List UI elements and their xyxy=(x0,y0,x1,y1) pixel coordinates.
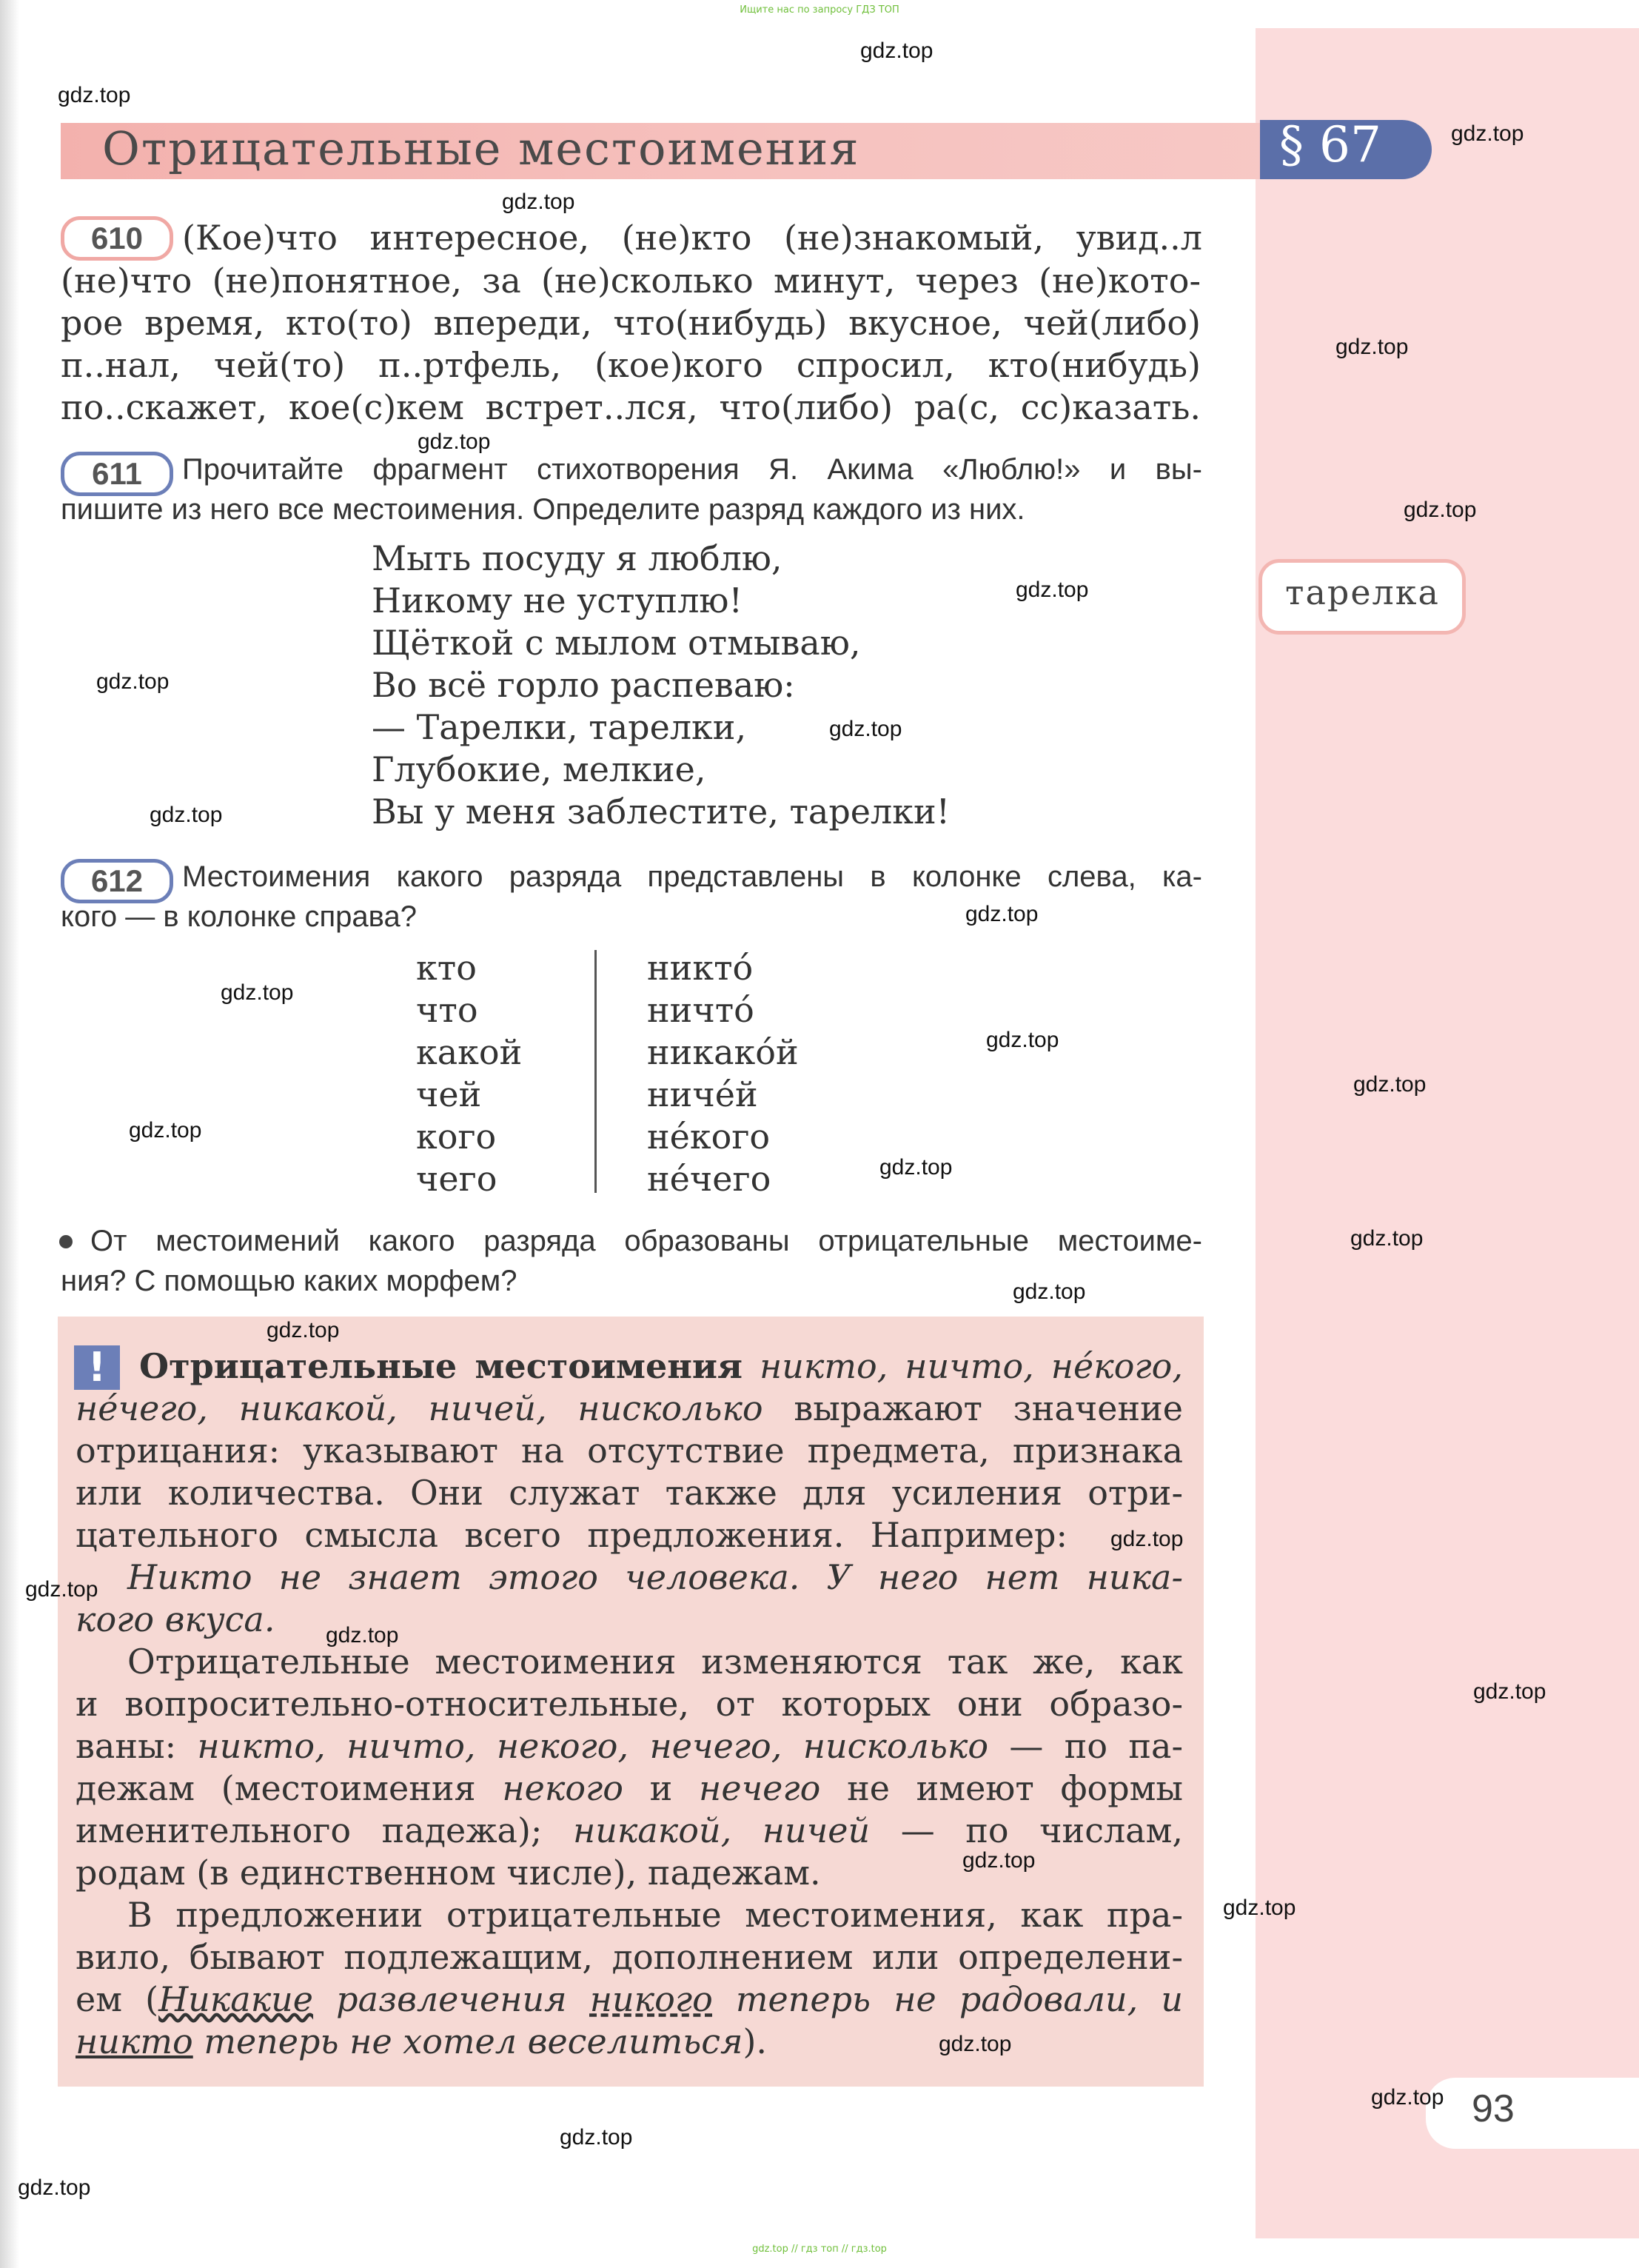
left-column-word-2: что xyxy=(416,990,478,1030)
watermark: gdz.top xyxy=(1110,1527,1184,1551)
left-column-word-1: кто xyxy=(416,948,477,988)
column-divider xyxy=(594,950,597,1193)
exercise-611-number: 611 xyxy=(61,452,173,496)
left-column-word-4: чей xyxy=(416,1074,482,1114)
watermark: gdz.top xyxy=(150,803,223,827)
rule-line-5: цательного смысла всего предложения. Например: xyxy=(76,1515,1067,1555)
watermark: gdz.top xyxy=(829,717,902,741)
watermark: gdz.top xyxy=(1473,1679,1546,1704)
watermark: gdz.top xyxy=(1371,2085,1444,2110)
ex610-line-5: по..скажет, кое(с)кем встрет..лся, что(либо) ра(с, сс)казать. xyxy=(61,387,1201,427)
vocabulary-word: тарелка xyxy=(1285,572,1440,612)
rule-p2-line-6: родам (в единственном числе), падежам. xyxy=(76,1853,821,1893)
bullet-icon xyxy=(59,1235,73,1248)
watermark: gdz.top xyxy=(25,1577,98,1602)
bottom-banner[interactable]: gdz.top // гдз топ // гдз.top xyxy=(752,2244,887,2255)
right-column-word-6: не́чего xyxy=(647,1159,771,1199)
page-fold-shadow xyxy=(0,0,19,2268)
rule-line-3: отрицания: указывают на отсутствие предмета, признака xyxy=(76,1431,1183,1471)
page-number-tab xyxy=(1426,2078,1639,2149)
watermark: gdz.top xyxy=(267,1318,340,1342)
watermark: gdz.top xyxy=(58,83,131,107)
poem-line-2: Никому не уступлю! xyxy=(372,581,743,620)
ex610-line-1: (Кое)что интересное, (не)кто (не)знакомый, увид..л xyxy=(182,218,1202,258)
right-column-word-2: ничто́ xyxy=(647,990,754,1030)
ex611-task-line-2: пишите из него все местоимения. Определите разряд каждого из них. xyxy=(61,493,1025,526)
question-line-1: От местоимений какого разряда образованы отрицательные местоиме- xyxy=(90,1225,1202,1257)
right-column-word-5: не́кого xyxy=(647,1117,771,1157)
poem-line-1: Мыть посуду я люблю, xyxy=(372,538,782,578)
rule-example-line-2: кого вкуса. xyxy=(76,1599,275,1639)
watermark: gdz.top xyxy=(418,429,491,454)
watermark: gdz.top xyxy=(502,190,575,214)
ex611-task-line-1: Прочитайте фрагмент стихотворения Я. Акима «Люблю!» и вы- xyxy=(182,453,1202,486)
ex610-line-3: рое время, кто(то) впереди, что(нибудь) вкусное, чей(либо) xyxy=(61,303,1201,343)
rule-p3-line-2: вило, бывают подлежащим, дополнением или определени- xyxy=(76,1937,1183,1977)
watermark: gdz.top xyxy=(1335,335,1409,359)
right-column-word-1: никто́ xyxy=(647,948,754,988)
watermark: gdz.top xyxy=(986,1028,1059,1052)
left-column-word-3: какой xyxy=(416,1032,523,1072)
rule-p2-line-1: Отрицательные местоимения изменяются так же, как xyxy=(127,1642,1183,1682)
left-column-word-6: чего xyxy=(416,1159,497,1199)
watermark: gdz.top xyxy=(560,2125,633,2150)
watermark: gdz.top xyxy=(18,2175,91,2200)
exclamation-icon: ! xyxy=(74,1345,120,1390)
ex610-line-2: (не)что (не)понятное, за (не)сколько минут, через (не)кото- xyxy=(61,261,1201,301)
watermark: gdz.top xyxy=(879,1155,953,1180)
section-title: Отрицательные местоимения xyxy=(102,121,860,175)
rule-p2-line-3: ваны: никто, ничто, некого, нечего, нисколько — по па- xyxy=(76,1726,1183,1766)
poem-line-4: Во всё горло распеваю: xyxy=(372,665,795,705)
watermark: gdz.top xyxy=(962,1848,1036,1873)
watermark: gdz.top xyxy=(96,669,170,694)
watermark: gdz.top xyxy=(1353,1072,1427,1097)
watermark: gdz.top xyxy=(939,2032,1012,2056)
ex612-task-line-1: Местоимения какого разряда представлены в колонке слева, ка- xyxy=(182,860,1202,893)
exercise-612-number: 612 xyxy=(61,859,173,903)
rule-p3-line-4: никто теперь не хотел веселиться). xyxy=(76,2021,768,2061)
watermark: gdz.top xyxy=(860,39,934,63)
poem-line-3: Щёткой с мылом отмываю, xyxy=(372,623,861,663)
rule-p3-line-3: ем (Никакие развлечения никого теперь не радовали, и xyxy=(76,1979,1184,2019)
watermark: gdz.top xyxy=(1013,1279,1086,1304)
watermark: gdz.top xyxy=(1016,578,1089,602)
ex612-task-line-2: кого — в колонке справа? xyxy=(61,900,417,933)
top-banner[interactable]: Ищите нас по запросу ГДЗ ТОП xyxy=(740,4,899,16)
watermark: gdz.top xyxy=(129,1118,202,1143)
section-number: § 67 xyxy=(1279,116,1381,173)
rule-p2-line-4: дежам (местоимения некого и нечего не имеют формы xyxy=(76,1768,1184,1808)
rule-p2-line-2: и вопросительно-относительные, от которых они образо- xyxy=(76,1684,1183,1724)
right-column-word-4: ниче́й xyxy=(647,1074,758,1114)
rule-p3-line-1: В предложении отрицательные местоимения, как пра- xyxy=(127,1895,1183,1935)
watermark: gdz.top xyxy=(965,902,1039,926)
poem-line-6: Глубокие, мелкие, xyxy=(372,749,706,789)
left-column-word-5: кого xyxy=(416,1117,497,1157)
poem-line-7: Вы у меня заблестите, тарелки! xyxy=(372,792,951,832)
rule-line-1: Отрицательные местоимения никто, ничто, не́кого, xyxy=(139,1346,1183,1386)
watermark: gdz.top xyxy=(1350,1226,1424,1251)
watermark: gdz.top xyxy=(1223,1896,1296,1920)
ex610-line-4: п..нал, чей(то) п..ртфель, (кое)кого спросил, кто(нибудь) xyxy=(61,345,1201,385)
rule-p2-line-5: именительного падежа); никакой, ничей — по числам, xyxy=(76,1810,1184,1850)
question-line-2: ния? С помощью каких морфем? xyxy=(61,1265,517,1297)
page-number: 93 xyxy=(1472,2087,1515,2130)
watermark: gdz.top xyxy=(326,1623,399,1648)
watermark: gdz.top xyxy=(1451,121,1524,146)
poem-line-5: — Тарелки, тарелки, xyxy=(372,707,747,747)
watermark: gdz.top xyxy=(1404,498,1477,522)
exercise-610-number: 610 xyxy=(61,216,173,261)
watermark: gdz.top xyxy=(221,980,294,1005)
right-margin-strip xyxy=(1256,28,1639,2238)
rule-line-4: или количества. Они служат также для усиления отри- xyxy=(76,1473,1183,1513)
right-column-word-3: никако́й xyxy=(647,1032,799,1072)
rule-example-line-1: Никто не знает этого человека. У него нет ника- xyxy=(127,1557,1183,1597)
rule-line-2: не́чего, никакой, ничей, нисколько выражают значение xyxy=(76,1388,1183,1428)
